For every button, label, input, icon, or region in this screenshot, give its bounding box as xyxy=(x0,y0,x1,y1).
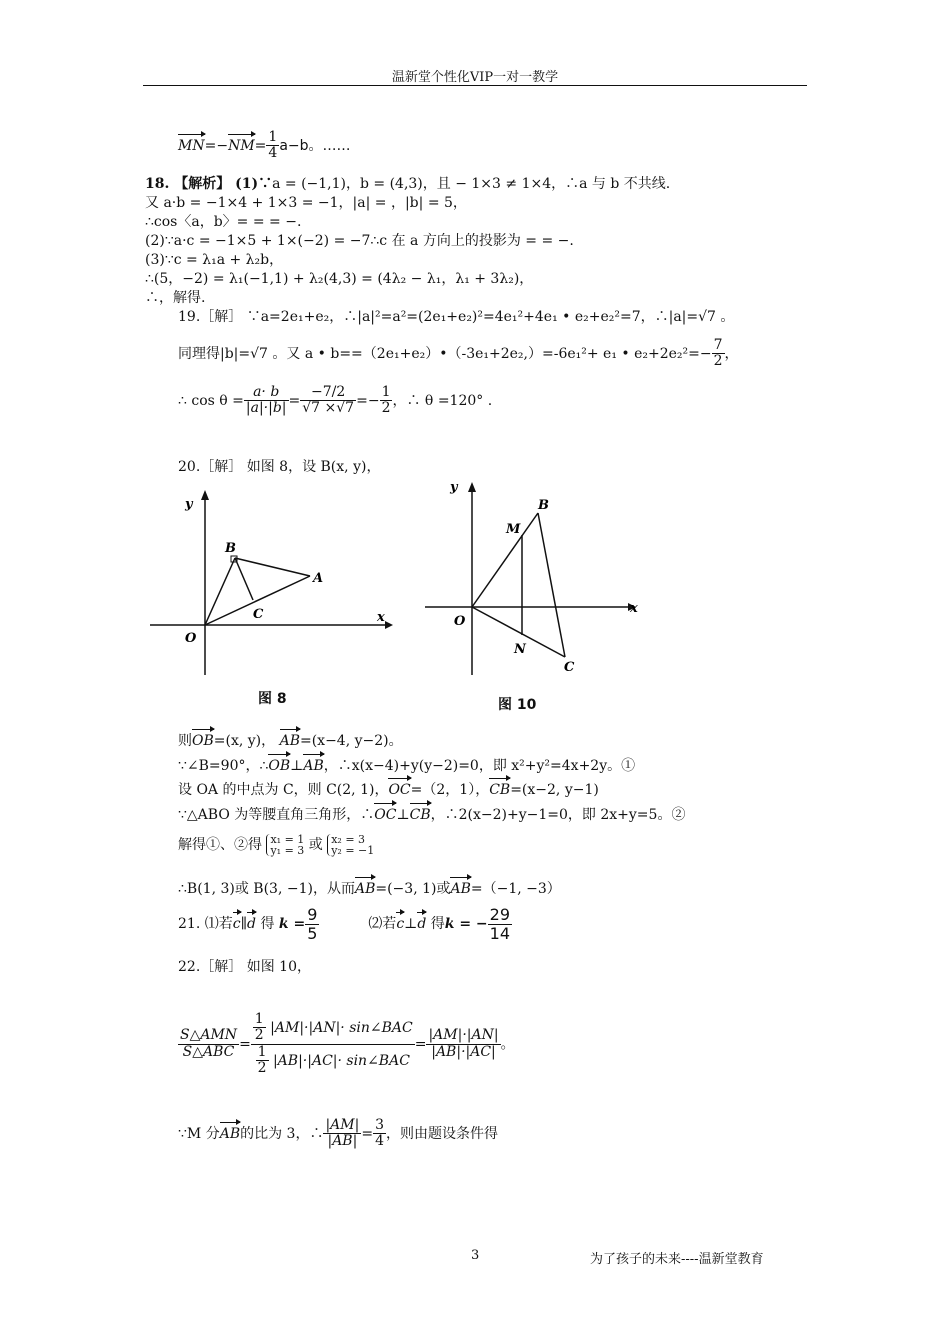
fig10-label-o: O xyxy=(454,614,466,629)
fig8-label-a: A xyxy=(313,571,324,586)
vec-ob-2: OB xyxy=(268,758,291,774)
vec-c: c xyxy=(232,916,241,933)
page-header: 温新堂个性化VIP一对一教学 xyxy=(391,70,559,85)
fig10-bc xyxy=(538,513,565,657)
vec-ab-2: AB xyxy=(303,758,324,774)
p19-line3: ∴ cos θ = $\frac{a\cdot b}{|a|\cdot|b|}$ = $\frac{-7/2}{√7 \times√7}$ =− $\frac{1}{2}$ ，∴ θ =120° . xyxy=(178,384,493,417)
vec-d: d xyxy=(247,916,256,933)
p22-line1: 22.［解］ 如图 10， xyxy=(178,959,311,975)
figure-10 xyxy=(420,475,645,680)
vec-d-2: d xyxy=(417,916,427,933)
frac-quarter: $\frac{1}{4}$ xyxy=(268,129,278,162)
vec-oc: OC xyxy=(388,782,411,798)
frac-ratio: $\frac{|AM|\cdot|AN|}{|AB|\cdot|AC|}$ xyxy=(428,1027,499,1060)
mn-eq: =− xyxy=(204,137,229,154)
vec-oc-2: OC xyxy=(374,807,397,823)
fig10-label-x: x xyxy=(630,601,638,616)
vec-ob: OB xyxy=(192,733,214,749)
fig8-label-x: x xyxy=(377,610,385,625)
p18-line3: ∴cos〈a，b〉= = = −. xyxy=(145,214,302,230)
fig8-label-b: B xyxy=(225,541,236,556)
p22-line2: ∵M 分AB的比为 3，∴ $\frac{|AM|}{|AB|}$ = $\frac{3}{4}$ ，则由题设条件得 xyxy=(178,1117,499,1150)
p18-line7: ∴，解得. xyxy=(145,290,206,306)
p20-line5: ∵△ABO 为等腰直角三角形，∴OC⊥CB，∴2(x−2)+y−1=0，即 2x+y=5。② xyxy=(178,807,686,823)
p20-line1: 20.［解］ 如图 8，设 B(x, y)， xyxy=(178,459,381,475)
vec-ab-3: AB xyxy=(354,881,376,897)
frac-am-ab: $\frac{|AM|}{|AB|}$ xyxy=(325,1117,360,1150)
vec-ab: AB xyxy=(279,733,300,749)
mn-eq2: = xyxy=(254,137,267,154)
figure-8 xyxy=(145,480,395,680)
fig8-label-y: y xyxy=(185,497,193,512)
fig10-ob xyxy=(472,513,538,607)
header-rule xyxy=(143,85,807,86)
vec-ab-5: AB xyxy=(219,1125,241,1142)
frac-half: $\frac{1}{2}$ xyxy=(381,384,391,417)
frac-sin: $\frac{1}{2}$ |AM|·|AN|· sin∠BAC $\frac{1}{2}$ |AB|·|AC|· sin∠BAC xyxy=(251,1012,415,1077)
fig8-bc xyxy=(235,558,253,600)
p20-line2: 则OB=(x, y)， AB=(x−4, y−2)。 xyxy=(178,733,403,749)
p18-line5: (3)∵c = λ₁a + λ₂b， xyxy=(145,252,284,268)
vec-nm: NM xyxy=(228,137,255,154)
p20-line6: 解得①、②得 x₁ = 1 y₁ = 3 或 x₂ = 3 y₂ = −1 xyxy=(178,833,375,857)
fig10-label-b: B xyxy=(538,498,549,513)
system-1: x₁ = 1 y₁ = 3 xyxy=(266,834,304,856)
mn-rest: a−b。…… xyxy=(279,137,351,154)
fig10-label-n: N xyxy=(514,642,526,657)
fig10-caption: 图 10 xyxy=(498,697,537,713)
frac-area: $\frac{\text{S△AMN}}{\text{S△ABC}}$ xyxy=(180,1027,238,1060)
vec-mn: MN xyxy=(178,137,205,154)
p21-line: 21. ⑴若c∥d 得 k = $\frac{9}{5}$ ⑵若c⊥d 得k = − $\frac{29}{14}$ xyxy=(178,905,511,943)
page-number: 3 xyxy=(471,1248,480,1263)
mn-line xyxy=(178,130,351,162)
fig8-ba xyxy=(235,558,310,576)
fig10-label-c: C xyxy=(564,660,575,675)
p20-line7: ∴B(1, 3)或 B(3, −1)，从而AB=(−3, 1)或AB=（−1, −3） xyxy=(178,881,561,897)
fig8-label-o: O xyxy=(185,631,197,646)
fig8-ob xyxy=(205,558,235,625)
fig10-label-m: M xyxy=(506,522,521,537)
p19-line1: 19.［解］ ∵a=2e₁+e₂，∴|a|²=a²=(2e₁+e₂)²=4e₁²+4e₁ • e₂+e₂²=7，∴|a|=√7 。 xyxy=(178,309,735,325)
p22-area-ratio: $\frac{\text{S△AMN}}{\text{S△ABC}}$ = $\frac{1}{2}$ |AM|·|AN|· sin∠BAC $\frac{1}{2}$ |AB|·|AC|· sin∠BAC = $\frac{|AM|\cdot|AN|}{|AB|\cdot|AC|}$ 。 xyxy=(180,1011,515,1077)
fig8-label-c: C xyxy=(253,607,264,622)
frac-3-4: $\frac{3}{4}$ xyxy=(375,1117,385,1150)
p20-line4: 设 OA 的中点为 C，则 C(2, 1)，OC=（2，1），CB=(x−2, y−1) xyxy=(178,782,599,798)
p18-line6: ∴(5，−2) = λ₁(−1,1) + λ₂(4,3) = (4λ₂ − λ₁，λ₁ + 3λ₂)， xyxy=(145,271,534,287)
vec-c-2: c xyxy=(396,916,405,933)
p18-line1: 18. 【解析】 (1)∵a = (−1,1)，b = (4,3)，且 − 1×3 ≠ 1×4，∴a 与 b 不共线. xyxy=(145,176,671,192)
p18-line4: (2)∵a·c = −1×5 + 1×(−2) = −7∴c 在 a 方向上的投影为 = = −. xyxy=(145,233,574,249)
vec-cb: CB xyxy=(489,782,511,798)
frac-cos: $\frac{a\cdot b}{|a|\cdot|b|}$ xyxy=(245,384,287,417)
fig10-label-y: y xyxy=(450,480,458,495)
frac-29-14: $\frac{29}{14}$ xyxy=(489,905,511,943)
system-2: x₂ = 3 y₂ = −1 xyxy=(327,834,374,856)
p18-line2: 又 a·b = −1×4 + 1×3 = −1，|a| = ，|b| = 5， xyxy=(145,195,467,211)
p19-line2: 同理得|b|=√7 。又 a • b==（2e₁+e₂）•（-3e₁+2e₂,）=-6e₁²+ e₁ • e₂+2e₂²=− $\frac{7}{2}$ ， xyxy=(178,337,739,370)
vec-cb-2: CB xyxy=(409,807,431,823)
footer-slogan: 为了孩子的未来----温新堂教育 xyxy=(590,1252,764,1267)
frac-9-5: $\frac{9}{5}$ xyxy=(307,905,318,943)
p20-line3: ∵∠B=90°，∴OB⊥AB，∴x(x−4)+y(y−2)=0，即 x²+y²=4x+2y。① xyxy=(178,758,636,774)
frac-neg72: $\frac{-7/2}{√7 \times√7}$ xyxy=(302,384,355,417)
frac-7-2: $\frac{7}{2}$ xyxy=(713,337,723,370)
fig8-caption: 图 8 xyxy=(258,691,287,707)
vec-ab-4: AB xyxy=(450,881,471,897)
